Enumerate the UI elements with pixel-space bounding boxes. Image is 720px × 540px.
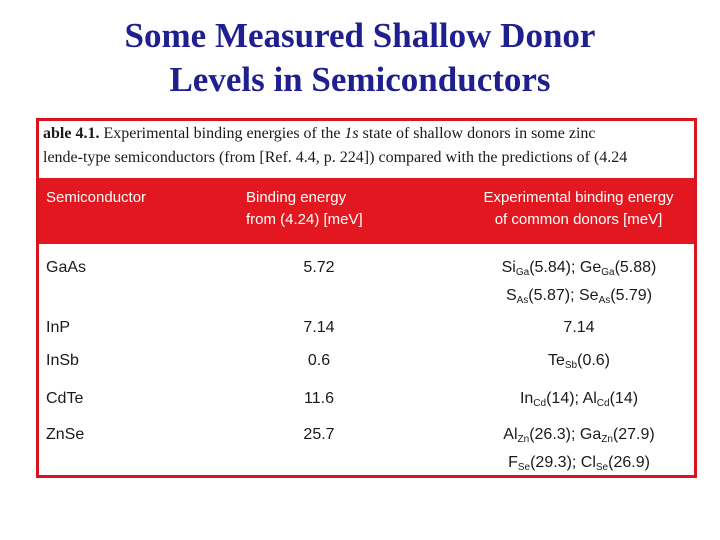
donor-site: Cd (533, 398, 547, 409)
donor-energy: (5.79) (610, 287, 653, 304)
donor-symbol: Ga (579, 426, 602, 443)
donor-energy: (26.9) (608, 454, 650, 471)
donor-energy: (27.9) (612, 426, 655, 443)
caption-line-1 (43, 122, 697, 146)
donor-symbol: Te (547, 352, 565, 369)
header-semiconductor: Semiconductor (46, 189, 147, 206)
caption-text-a: Experimental binding energies of the (99, 125, 345, 142)
donor-line (459, 423, 697, 451)
donor-symbol: In (519, 390, 534, 407)
donor-energy: (29.3); (530, 454, 581, 471)
donor-symbol: 7.14 (563, 319, 595, 336)
donor-site: As (516, 295, 529, 306)
cell-calculated-energy: 0.6 (307, 352, 331, 369)
donor-line (459, 451, 697, 478)
donor-site: Cd (596, 398, 610, 409)
donor-line (459, 349, 697, 377)
donor-site: Zn (601, 434, 613, 445)
donor-site: As (598, 295, 611, 306)
donor-symbol: Al (503, 426, 518, 443)
donor-energy: (5.84); (529, 259, 580, 276)
donor-site: Zn (517, 434, 530, 445)
table-header (39, 178, 694, 244)
donor-symbol: S (505, 287, 517, 304)
caption-text-b: state of shallow donors in some zinc (358, 125, 596, 142)
donor-energy: (26.3); (529, 426, 580, 443)
cell-semiconductor: InP (46, 319, 71, 336)
slide-title (0, 14, 720, 102)
donor-energy: (5.88) (614, 259, 657, 276)
donor-symbol: Se (578, 287, 599, 304)
cell-calculated-energy: 11.6 (304, 390, 334, 407)
cell-experimental-energy (459, 256, 697, 312)
donor-line (459, 256, 697, 284)
donor-energy: (5.87); (528, 287, 579, 304)
donor-energy: (0.6) (577, 352, 611, 369)
cell-experimental-energy (459, 349, 697, 377)
donor-symbol: Cl (580, 454, 596, 471)
caption-label: able 4.1. (43, 125, 100, 142)
donor-levels-table (36, 118, 697, 478)
cell-experimental-energy (459, 316, 697, 339)
donor-symbol: Ge (579, 259, 602, 276)
donor-site: Sb (564, 360, 578, 371)
cell-semiconductor: CdTe (46, 390, 84, 407)
cell-semiconductor: ZnSe (46, 426, 85, 443)
donor-line (459, 316, 697, 339)
donor-symbol: Si (501, 259, 516, 276)
cell-experimental-energy (459, 387, 697, 415)
header-experimental-line-1: Experimental binding energy (483, 189, 674, 206)
title-line-2: Levels in Semiconductors (169, 60, 551, 99)
header-experimental (471, 187, 686, 231)
header-calculated-line-1: Binding energy (246, 189, 347, 206)
donor-symbol: Al (582, 390, 597, 407)
header-calculated (246, 187, 363, 231)
donor-site: Se (517, 462, 531, 473)
donor-energy: (14) (609, 390, 639, 407)
table-caption (43, 122, 697, 170)
donor-line (459, 387, 697, 415)
donor-symbol: F (508, 454, 518, 471)
header-experimental-line-2: of common donors [meV] (494, 211, 663, 228)
cell-calculated-energy: 25.7 (303, 426, 335, 443)
cell-experimental-energy (459, 423, 697, 478)
cell-semiconductor: InSb (46, 352, 79, 369)
donor-line (459, 284, 697, 312)
donor-site: Se (595, 462, 609, 473)
cell-calculated-energy: 5.72 (303, 259, 335, 276)
donor-site: Ga (601, 267, 615, 278)
donor-site: Ga (515, 267, 530, 278)
donor-energy: (14); (546, 390, 583, 407)
caption-line-2: lende-type semiconductors (from [Ref. 4.4, p. 224]) compared with the predictions of (4.24 (43, 149, 628, 166)
caption-state: 1s (344, 125, 359, 142)
cell-semiconductor: GaAs (46, 259, 87, 276)
cell-calculated-energy: 7.14 (303, 319, 335, 336)
title-line-1: Some Measured Shallow Donor (124, 16, 596, 55)
header-calculated-line-2: from (4.24) [meV] (246, 211, 363, 228)
